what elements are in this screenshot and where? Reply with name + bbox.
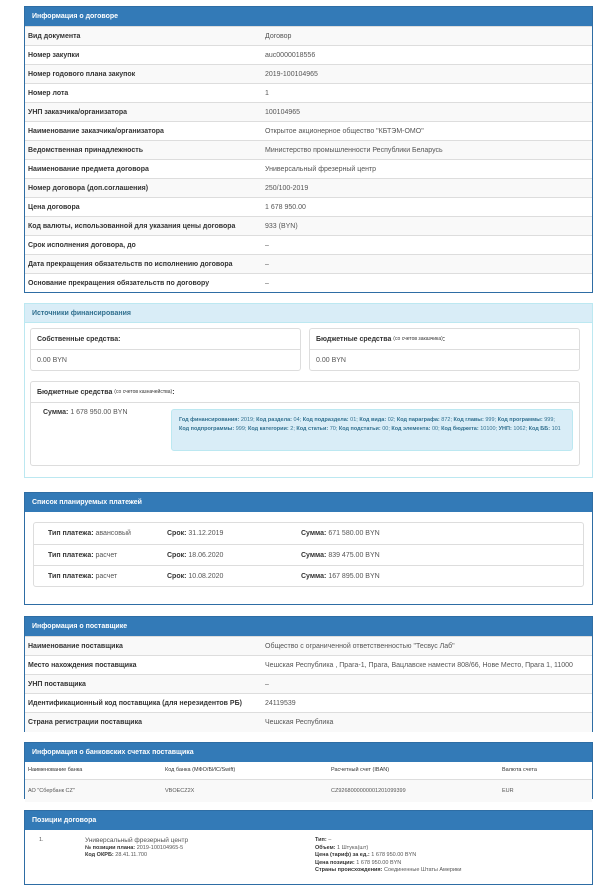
code-label: Год финансирования:: [179, 417, 240, 423]
payment-row: [34, 544, 583, 565]
row-value: 24119539: [262, 694, 592, 713]
code-label: Код элемента:: [391, 425, 431, 432]
position-left: [85, 837, 188, 860]
payment-sum-label: Сумма:: [301, 572, 327, 580]
row-label: УНП поставщика: [25, 675, 262, 694]
payment-date-label: Срок:: [167, 530, 187, 537]
code-value: 999: [235, 425, 245, 432]
code-label: Код подстатьи:: [338, 425, 381, 432]
bank-panel-title: Информация о банковских счетах поставщика: [25, 743, 592, 762]
bank-cell: АО "Сбербанк CZ": [25, 779, 162, 802]
row-value: 2019-100104965: [262, 65, 592, 84]
position-okrb: Код ОКРБ: 28.41.11.700: [85, 852, 148, 858]
row-label: Дата прекращения обязательств по исполнению договора: [25, 255, 262, 274]
table-row: [25, 713, 592, 732]
row-value: 100104965: [262, 103, 592, 122]
payment-date-label: Срок:: [167, 572, 187, 580]
row-label: Номер лота: [25, 84, 262, 103]
table-row: [25, 141, 592, 160]
financing-panel-title: Источники финансирования: [25, 304, 592, 323]
code-label: УНП:: [498, 425, 512, 432]
payment-row: [34, 565, 583, 586]
row-value: Чешская Республика: [262, 713, 592, 732]
code-value: 1062: [513, 425, 526, 432]
position-volume: Объем: 1 Штука(шт): [315, 844, 369, 851]
row-label: Основание прекращения обязательств по договору: [25, 274, 262, 293]
code-value: 999: [544, 417, 554, 423]
payment-date: [167, 552, 301, 559]
row-label: Наименование заказчика/организатора: [25, 122, 262, 141]
table-row: [25, 160, 592, 179]
code-value: 10100: [480, 425, 496, 432]
row-label: Место нахождения поставщика: [25, 656, 262, 675]
row-value: 1 678 950.00: [262, 198, 592, 217]
payment-sum-label: Сумма:: [301, 551, 327, 559]
bank-panel: [24, 742, 593, 799]
contract-table: [25, 26, 592, 293]
position-plan: № позиции плана: 2019-100104965-5: [85, 844, 184, 851]
payment-type-value: расчет: [95, 551, 118, 559]
code-value: 01: [350, 417, 357, 423]
bank-cell: VBOECZ2X: [162, 779, 328, 802]
row-value: 250/100-2019: [262, 179, 592, 198]
row-value: Универсальный фрезерный центр: [262, 160, 592, 179]
row-label: Номер годового плана закупок: [25, 65, 262, 84]
table-row: [25, 46, 592, 65]
row-label: Цена договора: [25, 198, 262, 217]
payment-type: [34, 552, 167, 559]
row-label: Номер договора (доп.соглашения): [25, 179, 262, 198]
code-label: Код раздела:: [256, 417, 292, 423]
row-value: Чешская Республика , Прага-1, Прага, Вацлавске намести 808/66, Нове Место, Прага 1, 11000: [262, 656, 592, 675]
payments-list: [33, 522, 584, 587]
bank-column-header: Код банка (МФО/БИС/Swift): [162, 762, 328, 779]
payment-date: [167, 573, 301, 580]
own-funds-box: [30, 328, 301, 371]
position-price: Цена позиции: 1 678 950.00 BYN: [315, 859, 402, 866]
code-value: 872: [441, 417, 451, 423]
row-label: УНП заказчика/организатора: [25, 103, 262, 122]
code-label: Код бюджета:: [441, 425, 479, 432]
payment-sum: [301, 552, 380, 559]
row-label: Вид документа: [25, 27, 262, 46]
payments-panel: [24, 492, 593, 605]
code-label: Код вида:: [359, 417, 387, 423]
supplier-panel: [24, 616, 593, 732]
payment-type: [34, 530, 167, 537]
code-value: 999: [485, 417, 495, 423]
contract-panel-title: Информация о договоре: [25, 7, 592, 26]
table-row: [25, 656, 592, 675]
code-label: Код подраздела:: [302, 417, 349, 423]
code-label: Код главы:: [453, 417, 484, 423]
payment-sum: [301, 573, 380, 580]
bank-row: [25, 779, 592, 802]
code-label: Код параграфа:: [396, 417, 440, 423]
table-row: [25, 84, 592, 103]
row-label: Ведомственная принадлежность: [25, 141, 262, 160]
bank-cell: CZ9268000000001201099399: [328, 779, 499, 802]
position-unit-price: Цена (тариф) за ед.: 1 678 950.00 BYN: [315, 852, 417, 858]
table-row: [25, 637, 592, 656]
financing-panel: [24, 303, 593, 478]
code-label: Код ББ:: [528, 425, 551, 432]
payment-type: [34, 573, 167, 580]
bank-column-header: Наименование банка: [25, 762, 162, 779]
supplier-table: [25, 636, 592, 732]
row-label: Страна регистрации поставщика: [25, 713, 262, 732]
payment-sum-value: 671 580.00 BYN: [328, 530, 380, 537]
payment-type-label: Тип платежа:: [48, 551, 94, 559]
table-row: [25, 27, 592, 46]
row-value: Министерство промышленности Республики Беларусь: [262, 141, 592, 160]
code-label: Код статьи:: [296, 425, 329, 432]
table-row: [25, 217, 592, 236]
code-label: Код программы:: [497, 417, 543, 423]
row-value: auc0000018556: [262, 46, 592, 65]
row-value: –: [262, 274, 592, 293]
code-value: 00: [382, 425, 389, 432]
position-name: Универсальный фрезерный центр: [85, 837, 189, 844]
bank-column-header: Расчетный счет (IBAN): [328, 762, 499, 779]
payment-sum: [301, 530, 380, 537]
code-value: 2: [290, 425, 294, 432]
position-right: [315, 837, 462, 875]
table-row: [25, 694, 592, 713]
payment-type-label: Тип платежа:: [48, 530, 94, 537]
row-value: –: [262, 255, 592, 274]
code-value: 04: [293, 417, 300, 423]
table-row: [25, 198, 592, 217]
own-funds-title: Собственные средства:: [31, 329, 300, 350]
code-value: 70: [329, 425, 336, 432]
table-row: [25, 179, 592, 198]
position-number: 1.: [39, 837, 44, 843]
row-value: –: [262, 675, 592, 694]
bank-table: [25, 762, 592, 802]
budget-customer-box: [309, 328, 580, 371]
row-label: Код валюты, использованной для указания цены договора: [25, 217, 262, 236]
bank-cell: EUR: [499, 779, 592, 802]
code-label: Код подпрограммы:: [179, 425, 235, 432]
positions-panel-title: Позиции договора: [25, 811, 592, 830]
table-row: [25, 122, 592, 141]
payment-date-value: 31.12.2019: [188, 530, 224, 537]
table-row: [25, 103, 592, 122]
position-origin: Страны происхождения: Соединенные Штаты Америки: [315, 867, 462, 873]
payment-type-label: Тип платежа:: [48, 572, 94, 580]
code-value: 101: [551, 425, 561, 432]
payment-type-value: авансовый: [95, 530, 131, 537]
row-label: Наименование поставщика: [25, 637, 262, 656]
row-value: Открытое акционерное общество "КБТЭМ-ОМО": [262, 122, 592, 141]
payment-sum-label: Сумма:: [301, 530, 327, 537]
row-label: Идентификационный код поставщика (для нерезидентов РБ): [25, 694, 262, 713]
table-row: [25, 255, 592, 274]
payment-date-label: Срок:: [167, 551, 187, 559]
budget-codes-alert: Год финансирования: 2019; Код раздела: 04; Код подраздела: 01; Код вида: 02; Код параграфа: 872; Код главы: 999; Код программы: 999; Код подпрограммы: 999; Код категории: 2; Код статьи: 70; Код подстатьи: 00; Код элемента: 00; Код бюджета: 10100; УНП: 1062; Код ББ: 101: [171, 409, 573, 451]
budget-customer-title: Бюджетные средства (со счетов заказчика) :: [310, 329, 579, 350]
payment-sum-value: 839 475.00 BYN: [328, 551, 380, 559]
bank-column-header: Валюта счета: [499, 762, 592, 779]
payment-date-value: 10.08.2020: [188, 572, 224, 580]
own-funds-value: 0.00 BYN: [37, 356, 67, 364]
code-value: 02: [387, 417, 394, 423]
positions-panel: [24, 810, 593, 885]
row-label: Номер закупки: [25, 46, 262, 65]
budget-treasury-sum: Сумма: 1 678 950.00 BYN: [43, 409, 128, 416]
payment-type-value: расчет: [95, 572, 118, 580]
budget-treasury-box: [30, 381, 580, 466]
budget-treasury-title: Бюджетные средства (со счетов казначейства) :: [31, 382, 579, 403]
row-value: –: [262, 236, 592, 255]
table-row: [25, 65, 592, 84]
contract-panel: [24, 6, 593, 293]
row-value: Договор: [262, 27, 592, 46]
code-value: 2019: [240, 417, 254, 423]
payment-date: [167, 530, 301, 537]
table-row: [25, 236, 592, 255]
row-label: Наименование предмета договора: [25, 160, 262, 179]
row-value: 1: [262, 84, 592, 103]
row-value: Общество с ограниченной ответственностью "Тесвус Лаб": [262, 637, 592, 656]
row-label: Срок исполнения договора, до: [25, 236, 262, 255]
budget-customer-value: 0.00 BYN: [316, 356, 346, 364]
code-label: Код категории:: [247, 425, 289, 432]
payment-date-value: 18.06.2020: [188, 551, 224, 559]
code-value: 00: [431, 425, 439, 432]
supplier-panel-title: Информация о поставщике: [25, 617, 592, 636]
table-row: [25, 274, 592, 293]
payment-row: [34, 523, 583, 544]
row-value: 933 (BYN): [262, 217, 592, 236]
bank-header-row: [25, 762, 592, 779]
table-row: [25, 675, 592, 694]
payments-panel-title: Список планируемых платежей: [25, 493, 592, 512]
position-type: Тип: –: [315, 837, 332, 843]
payment-sum-value: 167 895.00 BYN: [328, 572, 380, 580]
